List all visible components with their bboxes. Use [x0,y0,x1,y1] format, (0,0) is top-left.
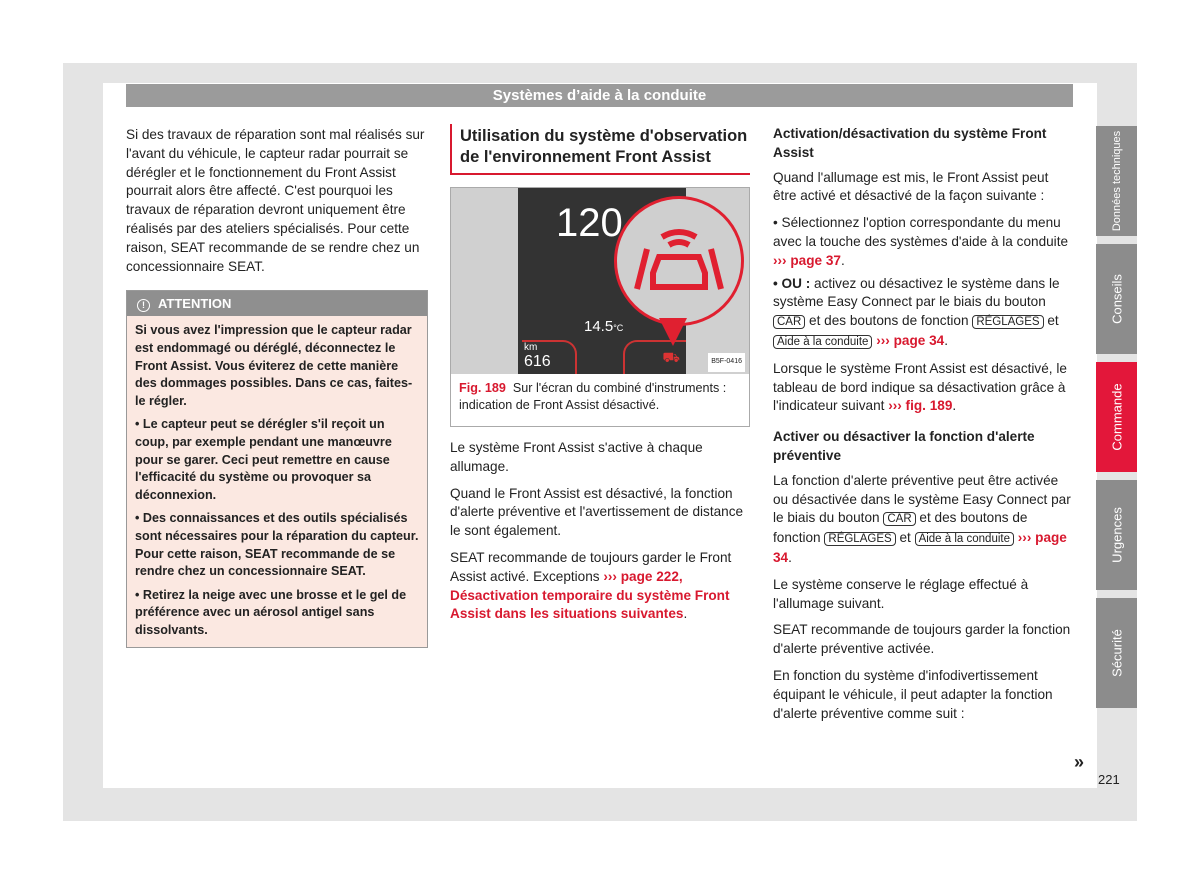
paragraph: Lorsque le système Front Assist est désactivé, le tableau de bord indique sa désactivation grâce à l'indicateur suivant ››› fig. 189. [773,360,1067,414]
caption-text: Sur l'écran du combiné d'instruments : indication de Front Assist désactivé. [459,381,727,412]
figure-189 [450,187,750,427]
paragraph: Le système Front Assist s'active à chaque allumage. [450,440,703,474]
temperature-readout: 14.5°C [584,318,624,335]
column-2 [450,124,750,632]
attention-box [126,290,428,648]
page-number: 221 [1098,772,1120,787]
paragraph: Quand le Front Assist est désactivé, la fonction d'alerte préventive et l'avertissement de distance le sont également. [450,485,744,539]
page-37-link[interactable]: ››› page 37 [773,252,841,268]
reglages-key: RÉGLAGES [972,315,1043,329]
tab-commande[interactable]: Commande [1096,362,1137,472]
intro-text: Si des travaux de réparation sont mal réalisés sur l'avant du véhicule, le capteur radar pourrait se dérégler et le fonctionnement du Front Assist pourrait alors être affecté. C'est pourquoi les travaux de réparation devront uniquement être réalisés par des ateliers spécialisés. Pour cette raison, SEAT recommande de se rendre chez un concessionnaire SEAT. [126,127,425,274]
reglages-key: RÉGLAGES [824,532,895,546]
bullet: • OU : activez ou désactivez le système dans le système Easy Connect par le biais du bouton CAR et des boutons de fonction RÉGLAGES et Aide à la conduite ››› page 34. [773,275,1060,348]
page-34-link[interactable]: ››› page 34 [773,530,1067,565]
page-222-link[interactable]: ››› page 222, Désactivation temporaire du système Front Assist dans les situations suivantes [450,568,730,622]
attention-text: • Retirez la neige avec une brosse et le gel de préférence avec un aérosol antigel sans dissolvants. [135,587,407,637]
continue-marker: » [1074,752,1085,772]
info-icon: ! [137,299,150,312]
figure-code: B5F-0416 [708,353,745,372]
instrument-cluster-image [451,188,749,374]
paragraph: La fonction d'alerte préventive peut être activée ou désactivée dans le système Easy Connect par le biais du bouton CAR et des boutons de fonction RÉGLAGES et Aide à la conduite ››› page 34. [773,472,1071,565]
odometer: km 616 [522,340,577,374]
section-title: Utilisation du système d'observation de l'environnement Front Assist [450,124,750,175]
figure-label: Fig. 189 [459,381,506,395]
page-34-link[interactable]: ››› page 34 [876,332,945,348]
front-assist-small-icon: ⛟ [662,349,680,365]
section-header: Systèmes d’aide à la conduite [126,84,1073,107]
car-key: CAR [773,315,805,329]
attention-text: • Le capteur peut se dérégler s'il reçoit un coup, par exemple pendant une manœuvre pour se garer. Ceci peut remettre en cause l'efficacité du système ou provoquer sa déconnexion. [135,417,392,502]
attention-text: • Des connaissances et des outils spécialisés sont nécessaires pour la réparation du capteur. Pour cette raison, SEAT recommande de se rendre chez un concessionnaire SEAT. [135,511,419,579]
attention-header [127,291,427,316]
attention-text: Si vous avez l'impression que le capteur radar est endommagé ou déréglé, déconnectez le Front Assist. Vous éviterez de cette manière des dommages possibles. Dans ce cas, faites-le régler. [135,323,413,408]
subheading: Activer ou désactiver la fonction d'alerte préventive [773,429,1035,463]
figure-caption [459,380,749,414]
subheading: Activation/désactivation du système Front Assist [773,126,1047,160]
attention-title: ATTENTION [158,296,232,312]
paragraph: SEAT recommande de toujours garder le Front Assist activé. Exceptions ››› page 222, Désactivation temporaire du système Front Assist dans les situations suivantes. [450,549,732,622]
column-3 [773,125,1073,731]
callout-pointer [659,318,687,346]
tab-conseils[interactable]: Conseils [1096,244,1137,354]
bullet: • Sélectionnez l'option correspondante du menu avec la touche des systèmes d'aide à la conduite ››› page 37. [773,215,1069,268]
paragraph: Quand l'allumage est mis, le Front Assist peut être activé et désactivé de la façon suivante : [773,169,1049,204]
tab-securite[interactable]: Sécurité [1096,598,1137,708]
chapter-tabs [1096,126,1137,716]
aide-conduite-key: Aide à la conduite [773,335,872,349]
column-1 [126,126,428,648]
paragraph: SEAT recommande de toujours garder la fonction d'alerte préventive activée. [773,622,1071,657]
car-key: CAR [883,512,915,526]
fig-189-link[interactable]: ››› fig. 189 [888,398,953,414]
tab-donnees-techniques[interactable]: Données techniques [1096,126,1137,236]
tab-urgences[interactable]: Urgences [1096,480,1137,590]
paragraph: Le système conserve le réglage effectué à l'allumage suivant. [773,576,1029,611]
paragraph: En fonction du système d'infodivertissement équipant le véhicule, il peut adapter la fonction d'alerte préventive comme suit : [773,667,1053,721]
aide-conduite-key: Aide à la conduite [915,532,1014,546]
speed-readout: 120 [556,201,623,245]
front-assist-callout-icon [614,196,744,326]
